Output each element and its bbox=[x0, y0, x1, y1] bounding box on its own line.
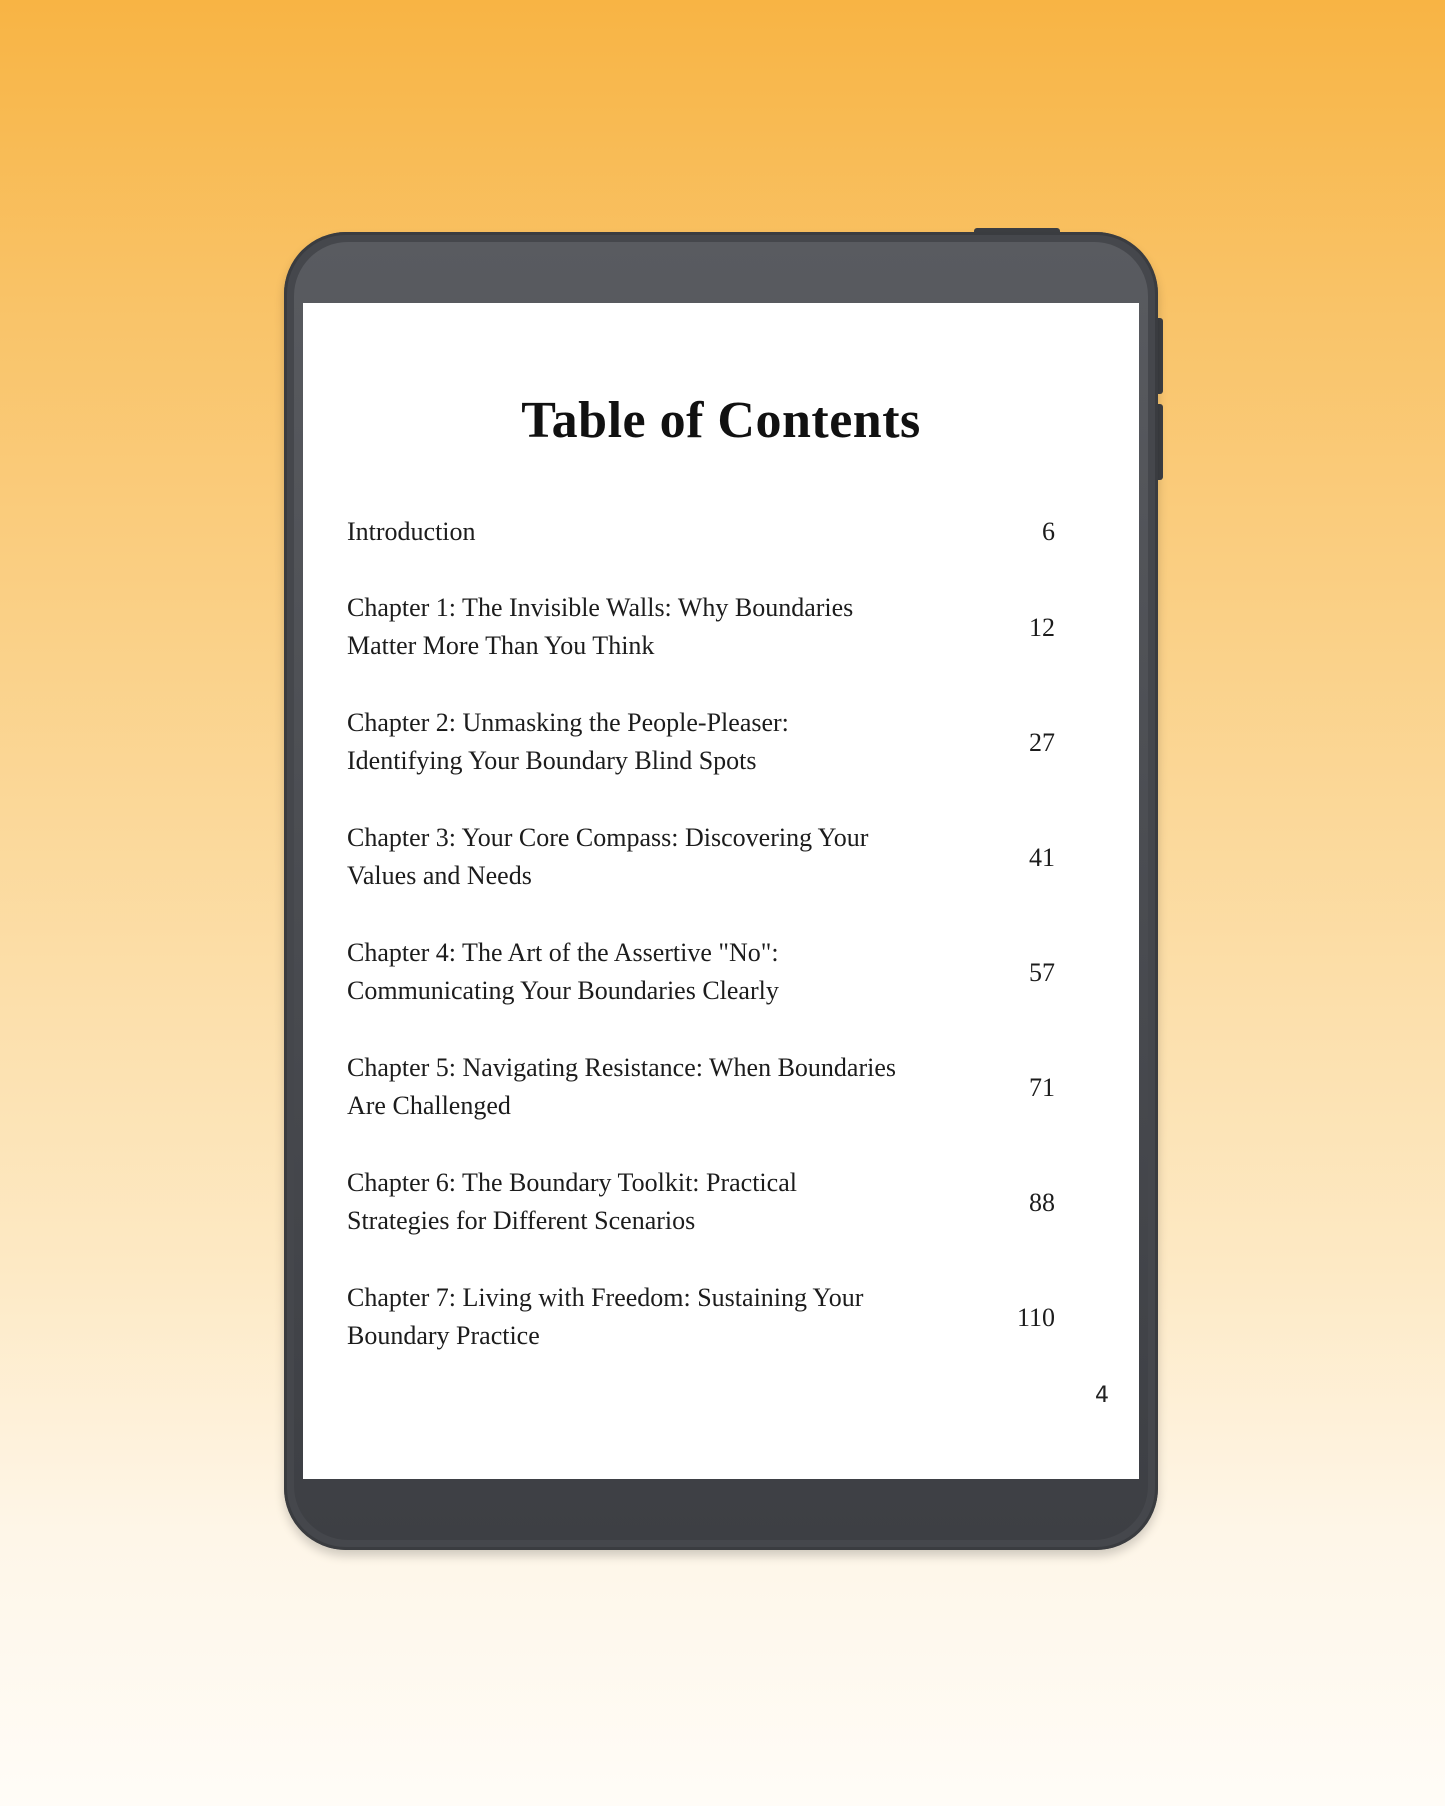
toc-entry-label-line: Chapter 4: The Art of the Assertive "No": bbox=[347, 938, 779, 967]
toc-entry-label-line: Chapter 2: Unmasking the People-Pleaser: bbox=[347, 708, 789, 737]
toc-entry-label bbox=[347, 589, 927, 665]
toc-entry-label-line: Values and Needs bbox=[347, 861, 532, 890]
toc-entry-page: 57 bbox=[1029, 958, 1055, 987]
toc-entry-label bbox=[347, 1164, 927, 1240]
toc-entry-page: 88 bbox=[1029, 1188, 1055, 1217]
toc-entry-label bbox=[347, 1279, 927, 1355]
toc-entry-label bbox=[347, 819, 927, 895]
toc-entry-label-line: Strategies for Different Scenarios bbox=[347, 1206, 696, 1235]
toc-entry-label-line: Chapter 1: The Invisible Walls: Why Boundaries bbox=[347, 593, 854, 622]
toc-entry-label-line: Chapter 7: Living with Freedom: Sustaining Your bbox=[347, 1283, 864, 1312]
page-title: Table of Contents bbox=[521, 392, 921, 449]
toc-entry-page: 6 bbox=[1042, 517, 1055, 546]
toc-entry-page: 110 bbox=[1016, 1303, 1055, 1332]
toc-entry-label bbox=[347, 704, 927, 780]
toc-entry-page: 71 bbox=[1029, 1073, 1055, 1102]
toc-entry-label-line: Identifying Your Boundary Blind Spots bbox=[347, 746, 757, 775]
toc-entry-label-line: Chapter 5: Navigating Resistance: When Boundaries bbox=[347, 1053, 896, 1082]
toc-entry-label bbox=[347, 934, 927, 1010]
toc-entry-label-line: Matter More Than You Think bbox=[347, 631, 655, 660]
toc-entry-label bbox=[347, 513, 927, 551]
toc-entry-label bbox=[347, 1049, 927, 1125]
toc-entry-label-line: Chapter 6: The Boundary Toolkit: Practical bbox=[347, 1168, 797, 1197]
toc-entry-label-line: Boundary Practice bbox=[347, 1321, 540, 1350]
ebook-screen bbox=[303, 303, 1139, 1479]
page-number: 4 bbox=[1095, 1383, 1109, 1408]
toc-entry-label-line: Are Challenged bbox=[347, 1091, 511, 1120]
toc-entry-page: 27 bbox=[1029, 728, 1055, 757]
toc-entry-page: 41 bbox=[1029, 843, 1055, 872]
toc-entry-page: 12 bbox=[1029, 613, 1055, 642]
toc-entry-label-line: Introduction bbox=[347, 517, 476, 546]
toc-entry-label-line: Communicating Your Boundaries Clearly bbox=[347, 976, 779, 1005]
toc-entry-label-line: Chapter 3: Your Core Compass: Discovering Your bbox=[347, 823, 869, 852]
